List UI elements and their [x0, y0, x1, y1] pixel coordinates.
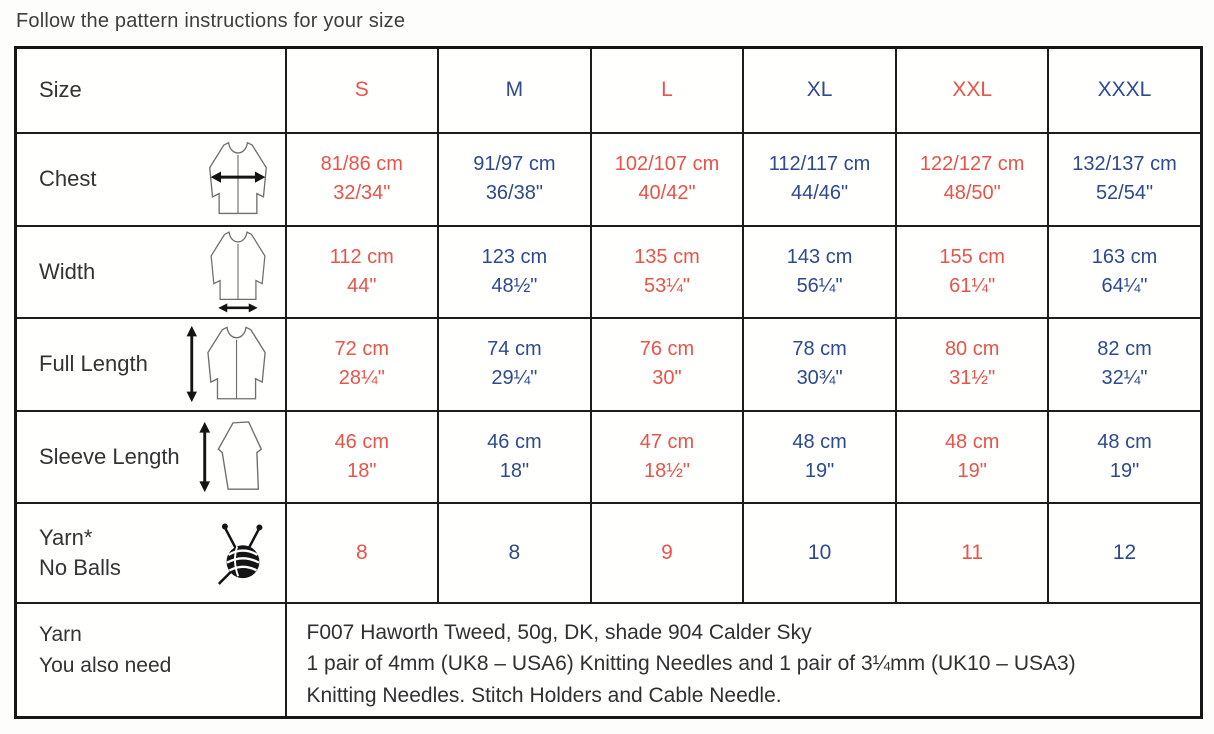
size-row-label: Size	[39, 77, 82, 103]
table-row	[16, 503, 1202, 603]
chest-value-in: 44/46"	[791, 182, 849, 204]
width-value-cm: 143 cm	[786, 245, 853, 268]
yarn-spec-line: F007 Haworth Tweed, 50g, DK, shade 904 Calder Sky	[306, 620, 812, 644]
yarn-balls-value: 8	[286, 503, 439, 603]
chest-value-cm: 102/107 cm	[614, 153, 720, 175]
size-col-header-xxxl: XXXL	[1048, 48, 1201, 133]
full-length-value-cm: 72 cm	[334, 338, 390, 360]
sleeve-length-value-in: 18½"	[643, 459, 690, 482]
table-row	[16, 133, 1202, 226]
chest-value-cm: 132/137 cm	[1072, 153, 1177, 175]
table-row	[16, 226, 1202, 318]
full-length-value-cm: 80 cm	[944, 338, 1000, 360]
width-value-in: 61¼"	[949, 274, 996, 297]
sleeve-length-value-in: 18"	[499, 459, 530, 482]
footer-label-line1: Yarn	[39, 622, 82, 646]
yarn-balls-value: 9	[591, 503, 744, 603]
table-row	[16, 318, 1202, 411]
full-length-value-cm: 76 cm	[639, 338, 695, 360]
yarn-balls-value: 12	[1048, 503, 1201, 603]
sleeve-length-value-in: 19"	[957, 459, 987, 482]
full-length-value-cm: 74 cm	[487, 338, 542, 360]
sleeve-length-value-in: 19"	[804, 459, 835, 482]
full-length-value-cm: 78 cm	[792, 338, 847, 360]
width-value-in: 53¼"	[643, 274, 690, 297]
width-row-label: Width	[39, 258, 96, 284]
cardigan-hem-width-arrow-icon	[205, 229, 271, 315]
chest-value-in: 48/50"	[943, 182, 1001, 204]
chest-value-cm: 112/117 cm	[768, 153, 871, 175]
width-value-in: 48½"	[491, 274, 538, 297]
width-value-cm: 155 cm	[939, 245, 1005, 268]
table-row	[16, 603, 1202, 718]
full-length-value-in: 28¼"	[338, 367, 385, 389]
size-col-header-l: L	[591, 48, 744, 133]
size-col-header-xxl: XXL	[896, 48, 1049, 133]
cardigan-chest-width-arrow-icon	[205, 139, 271, 219]
size-col-header-m: M	[438, 48, 591, 133]
width-value-cm: 112 cm	[329, 245, 394, 268]
chest-value-cm: 81/86 cm	[320, 153, 403, 175]
size-chart-table	[14, 46, 1203, 719]
chest-value-in: 40/42"	[638, 182, 696, 204]
sleeve-length-value-cm: 48 cm	[1097, 430, 1152, 453]
full-length-value-in: 30¾"	[796, 367, 843, 389]
sleeve-length-value-cm: 48 cm	[944, 430, 1000, 453]
chest-row-label: Chest	[39, 166, 97, 191]
size-col-header-xl: XL	[743, 48, 896, 133]
full-length-value-in: 32¼"	[1101, 367, 1148, 389]
full-length-value-in: 29¼"	[491, 367, 538, 389]
yarn-ball-knitting-needles-icon	[213, 520, 271, 586]
width-value-cm: 135 cm	[634, 245, 700, 268]
table-row	[16, 48, 1202, 133]
width-value-in: 44"	[347, 274, 377, 297]
size-col-header-s: S	[286, 48, 439, 133]
sleeve-length-row-label: Sleeve Length	[39, 443, 180, 469]
width-value-cm: 163 cm	[1091, 245, 1158, 268]
chest-value-cm: 91/97 cm	[473, 153, 556, 175]
sleeve-length-value-in: 19"	[1109, 459, 1140, 482]
sleeve-length-value-cm: 46 cm	[334, 430, 390, 453]
width-value-in: 64¼"	[1101, 274, 1148, 297]
sleeve-length-value-in: 18"	[347, 459, 377, 482]
width-value-cm: 123 cm	[481, 245, 548, 268]
sleeve-length-value-cm: 46 cm	[487, 430, 542, 453]
sleeve-length-value-cm: 48 cm	[792, 430, 847, 453]
chest-value-in: 36/38"	[485, 182, 543, 204]
full-length-value-in: 31½"	[949, 367, 996, 389]
full-length-value-cm: 82 cm	[1097, 338, 1152, 360]
sleeve-length-value-cm: 47 cm	[639, 430, 695, 453]
chest-value-in: 52/54"	[1095, 182, 1154, 204]
full-length-row-label: Full Length	[39, 351, 148, 376]
yarn-row-label-line1: Yarn*	[39, 524, 93, 550]
yarn-balls-value: 8	[438, 503, 591, 603]
yarn-balls-value: 11	[896, 503, 1049, 603]
table-row	[16, 411, 1202, 503]
footer-label-line2: You also need	[39, 653, 172, 677]
width-value-in: 56¼"	[796, 274, 843, 297]
yarn-balls-value: 10	[743, 503, 896, 603]
chest-value-in: 32/34"	[333, 182, 391, 204]
cardigan-full-length-arrow-icon	[183, 324, 271, 404]
needles-line-1: 1 pair of 4mm (UK8 – USA6) Knitting Needles and 1 pair of 3¼mm (UK10 – USA3)	[306, 652, 1076, 675]
full-length-value-in: 30"	[652, 367, 682, 389]
sleeve-length-arrow-icon	[195, 418, 271, 496]
yarn-row-label-line2: No Balls	[39, 554, 121, 580]
chest-value-cm: 122/127 cm	[919, 153, 1025, 175]
needles-line-2: Knitting Needles. Stitch Holders and Cable Needle.	[306, 683, 782, 707]
page-title: Follow the pattern instructions for your size	[16, 10, 406, 32]
